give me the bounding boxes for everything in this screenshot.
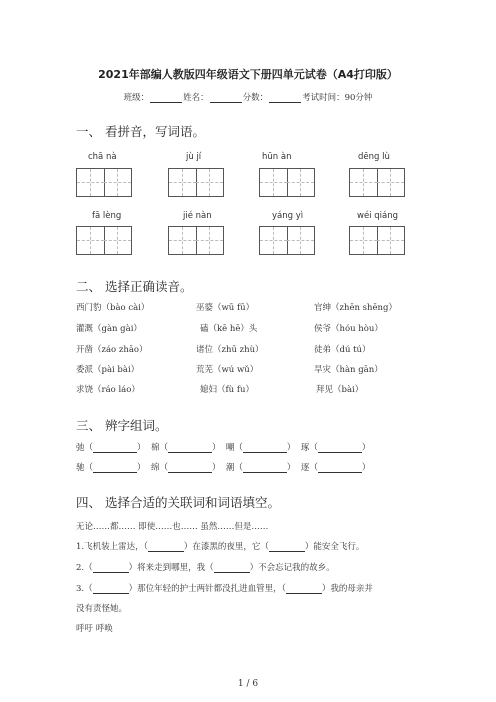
pinyin-3: hūn àn [262,152,292,162]
zuci-char: 驰（ [76,463,94,473]
pinyin-7: yáng yì [272,211,304,221]
reading-item: 灌溉（gàn gài） [76,324,142,334]
section-2-heading: 二、 选择正确读音。 [76,279,193,294]
zuci-blank[interactable] [243,463,287,473]
zuci-char: 嘲（ [225,443,243,453]
score-label: 分数： [242,93,269,103]
zuci-char: 绵（ [150,463,168,473]
zuci-blank[interactable] [93,443,137,453]
zuci-char: 潮（ [225,463,243,473]
pinyin-6: jié nàn [183,211,212,221]
fill-line-1 [76,540,364,552]
reading-item: 拜见（bài） [316,385,364,395]
fill-line-3-cont: 没有责怪她。 [76,604,128,614]
conjunction-options: 无论……都…… 即使……也…… 虽然……但是…… [76,522,269,532]
fill-line-2 [76,561,335,573]
reading-item: 徒弟（dú tú） [314,345,371,355]
fill-line-3 [76,582,373,594]
fill-blank[interactable] [148,542,184,552]
zuci-char: 棉（ [150,443,168,453]
section-1-heading: 一、 看拼音，写词语。 [76,124,205,139]
fill-blank[interactable] [214,563,250,573]
class-label: 班级： [123,93,150,103]
student-info-line [0,91,496,103]
zuci-blank[interactable] [168,463,212,473]
fill-text: 3.（ [76,584,93,594]
zuci-blank[interactable] [168,443,212,453]
pinyin-8: wéi qiáng [357,211,398,221]
zuci-char: 琢（ [300,443,318,453]
reading-item: 媳妇（fù fu） [200,385,254,395]
pinyin-5: fā lèng [92,211,122,221]
pinyin-1: chā nà [88,152,117,162]
zuci-close: ） [137,463,146,473]
tianzige-box-7[interactable] [259,226,315,255]
reading-item: 磕（kē hē）头 [200,324,258,334]
reading-item: 侯爷（hóu hòu） [314,324,383,334]
fill-text: 1.飞机装上雷达，（ [76,542,148,552]
reading-item: 委派（pài bài） [76,365,140,375]
zuci-blank[interactable] [318,443,362,453]
zuci-char: 弛（ [76,443,94,453]
zuci-close: ） [137,443,146,453]
zuci-row-1 [76,441,370,453]
page-title: 2021年部编人教版四年级语文下册四单元试卷（A4打印版） [98,68,398,81]
fill-blank[interactable] [269,542,305,552]
zuci-blank[interactable] [243,443,287,453]
tianzige-box-2[interactable] [168,168,224,197]
zuci-close: ） [211,463,221,473]
class-blank[interactable] [150,93,182,103]
zuci-close: ） [361,463,371,473]
section-3-heading: 三、 辨字组词。 [76,418,168,433]
fill-text: ）能安全飞行。 [304,542,365,552]
page-number: 1 / 6 [237,679,259,689]
time-label: 考试时间：90分钟 [302,93,373,103]
zuci-blank[interactable] [93,463,137,473]
zuci-char: 逐（ [300,463,318,473]
fill-text: ）那位年轻的护士两针都没扎进血管里，（ [128,584,286,594]
tianzige-box-8[interactable] [349,226,405,255]
pinyin-4: dēng lù [358,152,390,162]
fill-text: ）将来走到哪里，我（ [128,563,214,573]
reading-item: 开凿（záo zhāo） [76,345,148,355]
fill-text: ）我的母亲并 [321,584,373,594]
tianzige-box-4[interactable] [349,168,405,197]
zuci-close: ） [361,443,371,453]
reading-item: 求饶（ráo láo） [76,385,140,395]
reading-item: 旱灾（hàn gān） [314,365,383,375]
tianzige-box-5[interactable] [76,226,132,255]
reading-item: 诸位（zhū zhù） [196,345,264,355]
name-label: 姓名： [183,93,209,103]
fill-blank[interactable] [93,563,129,573]
fill-text: ）不会忘记我的故乡。 [249,563,335,573]
score-blank[interactable] [269,93,301,103]
reading-item: 官绅（zhēn shēng） [314,303,397,313]
section-4-heading: 四、 选择合适的关联词和词语填空。 [76,495,280,510]
name-blank[interactable] [210,93,242,103]
reading-item: 荒芜（wú wǔ） [196,365,259,375]
zuci-close: ） [211,443,221,453]
reading-item: 西门豹（bào cài） [76,303,150,313]
tianzige-box-6[interactable] [168,226,224,255]
fill-text: 2.（ [76,563,93,573]
reading-item: 巫婆（wū fū） [196,303,255,313]
tianzige-box-1[interactable] [76,168,132,197]
zuci-blank[interactable] [318,463,362,473]
zuci-row-2 [76,461,370,473]
tianzige-box-3[interactable] [259,168,315,197]
pinyin-2: jù jí [186,152,202,162]
fill-blank[interactable] [93,584,129,594]
zuci-close: ） [286,443,296,453]
fill-text: ）在漆黑的夜里，它（ [183,542,269,552]
word-options: 呼吁 呼唤 [76,624,113,634]
zuci-close: ） [286,463,296,473]
fill-blank[interactable] [286,584,322,594]
